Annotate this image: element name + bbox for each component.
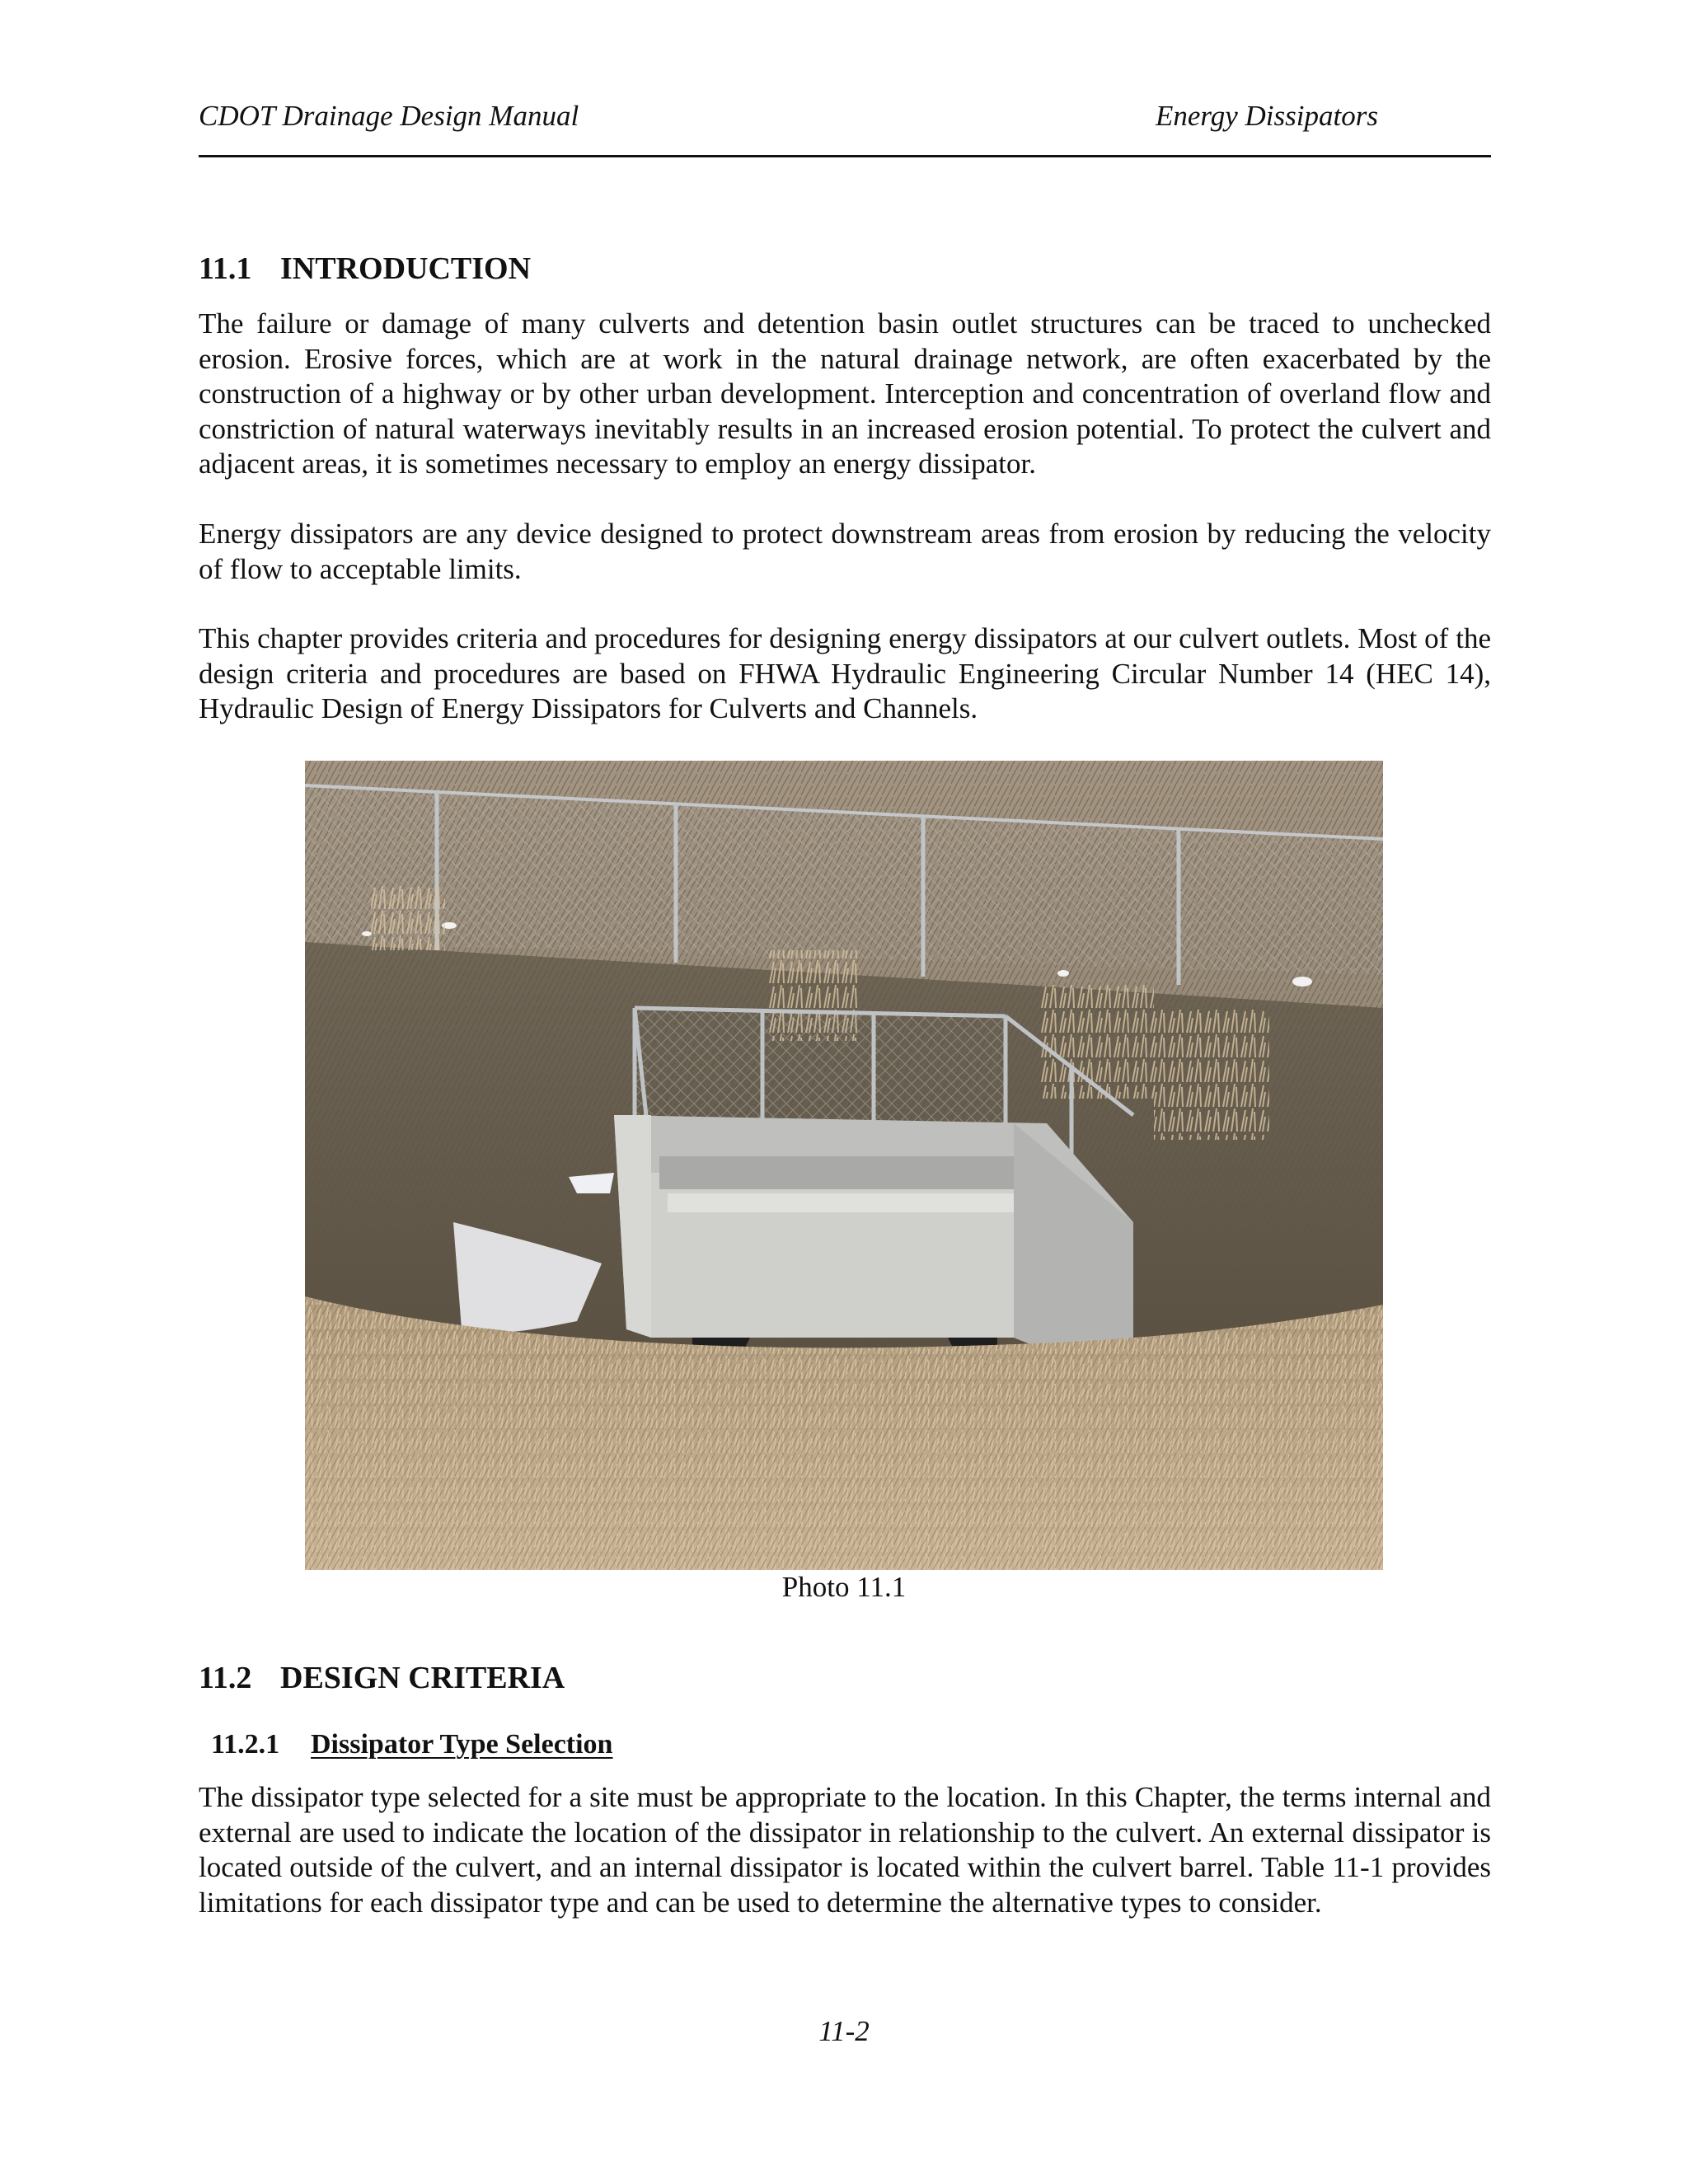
subsection-number: 11.2.1 xyxy=(211,1729,280,1760)
section-title: DESIGN CRITERIA xyxy=(280,1661,565,1695)
photo-caption: Photo 11.1 xyxy=(781,1571,907,1603)
intro-paragraph-3: This chapter provides criteria and procedures for designing energy dissipators at our culvert outlets. Most of the design criteria and procedures are based on FHWA Hydraulic Engineering Circular Number 14 (HEC 14), Hydraulic Design of Energy Dissipators for Culverts and Channels. xyxy=(199,622,1491,724)
subsection-heading-dissipator-type xyxy=(211,1729,612,1760)
section-number: 11.1 xyxy=(199,251,252,286)
header-manual-title: CDOT Drainage Design Manual xyxy=(199,100,579,132)
section-heading-design-criteria xyxy=(199,1660,565,1696)
subsection-title: Dissipator Type Selection xyxy=(311,1729,613,1760)
section-number: 11.2 xyxy=(199,1661,252,1695)
intro-paragraph-1: The failure or damage of many culverts and detention basin outlet structures can be traced to unchecked erosion. Erosive forces, which are at work in the natural drainage network, are often exacerbated by the construction of a highway or by other urban development. Interception and concentration of overland flow and constriction of natural waterways inevitably results in an increased erosion potential. To protect the culvert and adjacent areas, it is sometimes necessary to employ an energy dissipator. xyxy=(199,307,1491,480)
page-number: 11-2 xyxy=(818,2015,870,2047)
design-criteria-paragraph: The dissipator type selected for a site must be appropriate to the location. In this Chapter, the terms internal and external are used to indicate the location of the dissipator in relationship to the culvert. An external dissipator is located outside of the culvert, and an internal dissipator is located within the culvert barrel. Table 11-1 provides limitations for each dissipator type and can be used to determine the alternative types to consider. xyxy=(199,1781,1491,1919)
page-header xyxy=(199,97,1491,157)
section-heading-introduction xyxy=(199,251,531,287)
section-title: INTRODUCTION xyxy=(280,251,532,286)
photo-culvert-dissipator xyxy=(305,761,1383,1570)
intro-paragraph-2: Energy dissipators are any device designed to protect downstream areas from erosion by reducing the velocity of flow to acceptable limits. xyxy=(199,518,1491,585)
header-chapter-title: Energy Dissipators xyxy=(1156,100,1378,132)
